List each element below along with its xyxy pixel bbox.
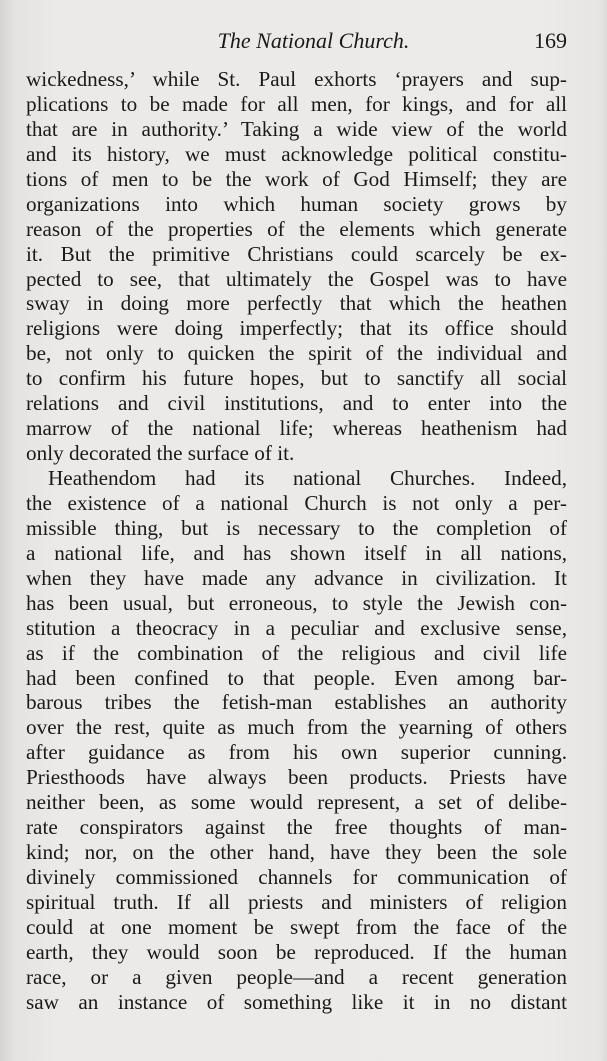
- text-line: rate conspirators against the free thoughts of man-: [26, 815, 567, 840]
- text-line: to confirm his future hopes, but to sanctify all social: [26, 366, 567, 391]
- text-line: tions of men to be the work of God Himself; they are: [26, 166, 567, 191]
- text-line: wickedness,’ while St. Paul exhorts ‘prayers and sup-: [26, 67, 567, 91]
- text-line: neither been, as some would represent, a set of delibe-: [26, 790, 567, 815]
- text-line: kind; nor, on the other hand, have they been the sole: [26, 840, 567, 865]
- text-line: it. But the primitive Christians could scarcely be ex-: [26, 241, 567, 266]
- text-line: earth, they would soon be reproduced. If the human: [26, 939, 567, 964]
- text-line: race, or a given people—and a recent generation: [26, 964, 567, 989]
- text-line: Priesthoods have always been products. Priests have: [26, 765, 567, 790]
- text-line: the existence of a national Church is not only a per-: [26, 490, 567, 515]
- text-line: a national life, and has shown itself in all nations,: [26, 540, 567, 565]
- text-line: relations and civil institutions, and to enter into the: [26, 391, 567, 416]
- text-line: marrow of the national life; whereas heathenism had: [26, 416, 567, 441]
- text-line: religions were doing imperfectly; that its office should: [26, 316, 567, 341]
- paragraph-start-line: Heathendom had its national Churches. Indeed,: [48, 466, 567, 490]
- text-line: divinely commissioned channels for communication of: [26, 865, 567, 889]
- text-line: barous tribes the fetish-man establishes an authority: [26, 690, 567, 715]
- text-line: pected to see, that ultimately the Gospel was to have: [26, 266, 567, 291]
- text-line: over the rest, quite as much from the yearning of others: [26, 715, 567, 740]
- text-line: sway in doing more perfectly that which the heathen: [26, 291, 567, 316]
- text-line: and its history, we must acknowledge political constitu-: [26, 141, 567, 166]
- page-header: [0, 24, 607, 54]
- text-line: saw an instance of something like it in no distant: [26, 989, 567, 1014]
- body-text: [26, 67, 567, 1015]
- text-line: be, not only to quicken the spirit of the individual and: [26, 341, 567, 366]
- text-line: organizations into which human society grows by: [26, 191, 567, 216]
- text-line: after guidance as from his own superior cunning.: [26, 740, 567, 765]
- text-line: spiritual truth. If all priests and ministers of religion: [26, 889, 567, 914]
- page-number: 169: [534, 28, 567, 53]
- text-line: missible thing, but is necessary to the completion of: [26, 515, 567, 540]
- text-line: reason of the properties of the elements which generate: [26, 216, 567, 241]
- paragraph-end-line: only decorated the surface of it.: [26, 441, 295, 466]
- text-line: as if the combination of the religious and civil life: [26, 640, 567, 665]
- text-line: when they have made any advance in civilization. It: [26, 565, 567, 590]
- text-line: had been confined to that people. Even among bar-: [26, 665, 567, 690]
- text-line: plications to be made for all men, for kings, and for all: [26, 91, 567, 116]
- text-line: stitution a theocracy in a peculiar and exclusive sense,: [26, 615, 567, 640]
- text-line: has been usual, but erroneous, to style the Jewish con-: [26, 590, 567, 615]
- text-line: that are in authority.’ Taking a wide view of the world: [26, 116, 567, 141]
- text-line: could at one moment be swept from the face of the: [26, 914, 567, 939]
- running-title: The National Church.: [217, 28, 410, 53]
